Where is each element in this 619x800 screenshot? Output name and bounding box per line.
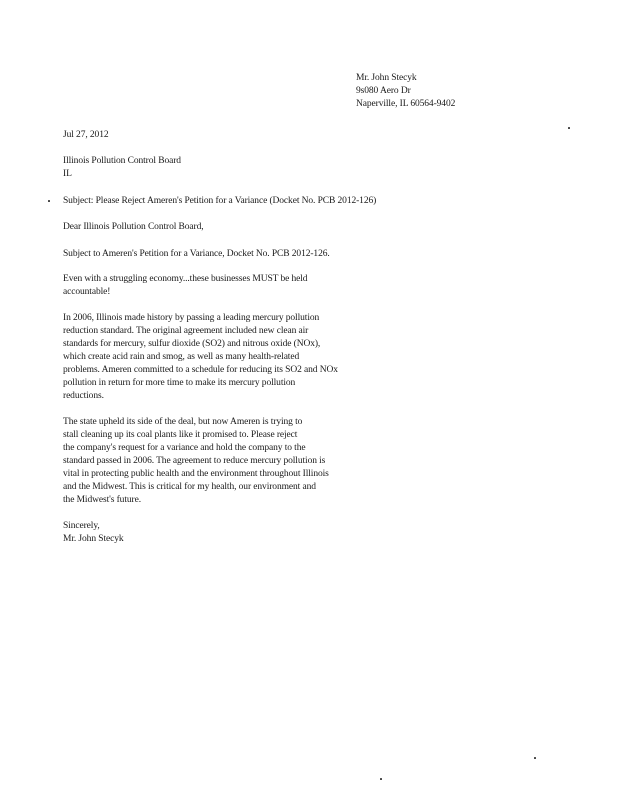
letter-body xyxy=(63,129,377,546)
paragraph-line: standard passed in 2006. The agreement to reduce mercury pollution is xyxy=(63,456,326,466)
paragraph-line: pollution in return for more time to make its mercury pollution xyxy=(63,378,296,388)
paragraph-line: reduction standard. The original agreement included new clean air xyxy=(63,326,309,336)
paragraph-line: vital in protecting public health and the environment throughout Illinois xyxy=(63,469,329,479)
sender-street: 9s080 Aero Dr xyxy=(356,86,411,96)
paragraph-2 xyxy=(63,312,363,403)
paragraph-line: accountable! xyxy=(63,287,111,297)
closing-block xyxy=(63,520,363,546)
paragraph-line: The state upheld its side of the deal, but now Ameren is trying to xyxy=(63,417,303,427)
recipient-state: IL xyxy=(63,169,72,179)
scan-speck xyxy=(380,778,382,780)
salutation: Dear Illinois Pollution Control Board, xyxy=(63,222,204,232)
paragraph-line: which create acid rain and smog, as well as many health-related xyxy=(63,352,300,362)
sender-name: Mr. John Stecyk xyxy=(356,73,417,83)
sender-address-block xyxy=(356,72,455,111)
recipient-block xyxy=(63,155,363,181)
sender-city-state-zip: Naperville, IL 60564-9402 xyxy=(356,99,456,109)
paragraph-line: problems. Ameren committed to a schedule for reducing its SO2 and NOx xyxy=(63,365,338,375)
scan-speck xyxy=(568,127,570,129)
intro-line: Subject to Ameren's Petition for a Variance, Docket No. PCB 2012-126. xyxy=(63,249,330,259)
paragraph-line: the company's request for a variance and hold the company to the xyxy=(63,443,306,453)
scan-speck xyxy=(534,757,536,759)
subject-line: Subject: Please Reject Ameren's Petition for a Variance (Docket No. PCB 2012-126) xyxy=(63,196,377,206)
paragraph-line: and the Midwest. This is critical for my health, our environment and xyxy=(63,482,316,492)
valediction: Sincerely, xyxy=(63,521,100,531)
letter-date: Jul 27, 2012 xyxy=(63,130,109,140)
signature-name: Mr. John Stecyk xyxy=(63,534,124,544)
paragraph-line: standards for mercury, sulfur dioxide (SO2) and nitrous oxide (NOx), xyxy=(63,339,321,349)
paragraph-line: stall cleaning up its coal plants like it promised to. Please reject xyxy=(63,430,298,440)
paragraph-line: the Midwest's future. xyxy=(63,495,141,505)
paragraph-line: In 2006, Illinois made history by passing a leading mercury pollution xyxy=(63,313,320,323)
paragraph-1 xyxy=(63,273,363,299)
paragraph-line: Even with a struggling economy...these businesses MUST be held xyxy=(63,274,308,284)
scan-speck xyxy=(48,200,50,202)
recipient-org: Illinois Pollution Control Board xyxy=(63,156,181,166)
paragraph-line: reductions. xyxy=(63,391,104,401)
paragraph-3 xyxy=(63,416,363,507)
